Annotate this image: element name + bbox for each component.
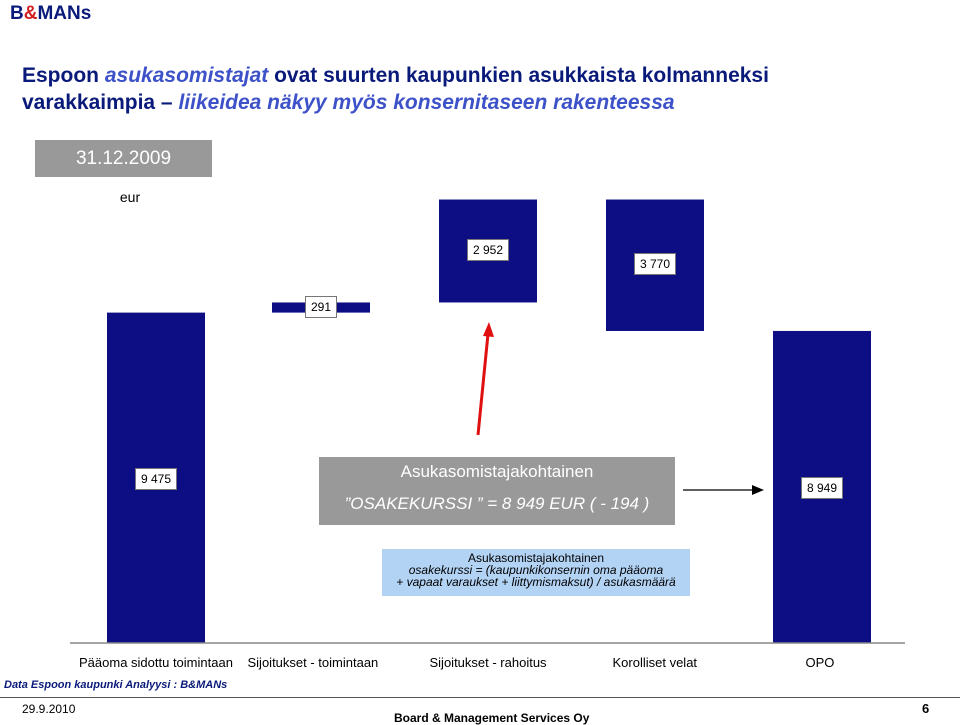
category-label-1: Pääoma sidottu toimintaan [79,655,233,670]
title-seg2: asukasomistajat [104,64,269,87]
black-arrow-head [752,485,764,495]
category-label-5: OPO [805,655,835,670]
formula-line1: Asukasomistajakohtainen [467,551,605,565]
title-seg3: ovat suurten kaupunkien asukkaista kolmanneksi [268,64,769,87]
date-box: 31.12.2009 [35,140,212,177]
title-seg1: Espoon [22,64,105,87]
share-price-box-line1: Asukasomistajakohtainen [400,462,594,481]
page-number: 6 [922,701,930,716]
source-note: Data Espoon kaupunki Analyysi : B&MANs [4,679,228,691]
footer-date: 29.9.2010 [22,702,76,716]
formula-line2: osakekurssi = (kaupunkikonsernin oma pääoma [408,563,664,577]
data-label-3: 2 952 [467,239,509,261]
footer-divider [0,697,960,698]
data-label-5: 8 949 [801,477,843,499]
data-label-1: 9 475 [135,468,177,490]
formula-line3: + vapaat varaukset + liittymismaksut) / asukasmäärä [396,575,676,589]
footer-company: Board & Management Services Oy [394,711,590,725]
share-price-box [319,457,675,525]
title-seg4: varakkaimpia – [22,91,179,114]
logo: B&MANs [10,3,92,24]
unit-label: eur [119,189,141,205]
share-price-box-line2: ”OSAKEKURSSI ” = 8 949 EUR ( - 194 ) [344,494,650,513]
red-arrow-head [483,322,494,337]
data-label-2: 291 [305,296,337,318]
category-label-2: Sijoitukset - toimintaan [247,655,379,670]
data-label-4: 3 770 [634,253,676,275]
category-label-4: Korolliset velat [612,655,698,670]
category-label-3: Sijoitukset - rahoitus [429,655,547,670]
formula-box [382,549,690,596]
title-seg5: liikeidea näkyy myös konsernitaseen rakenteessa [178,91,675,114]
red-arrow-shaft [478,334,488,435]
